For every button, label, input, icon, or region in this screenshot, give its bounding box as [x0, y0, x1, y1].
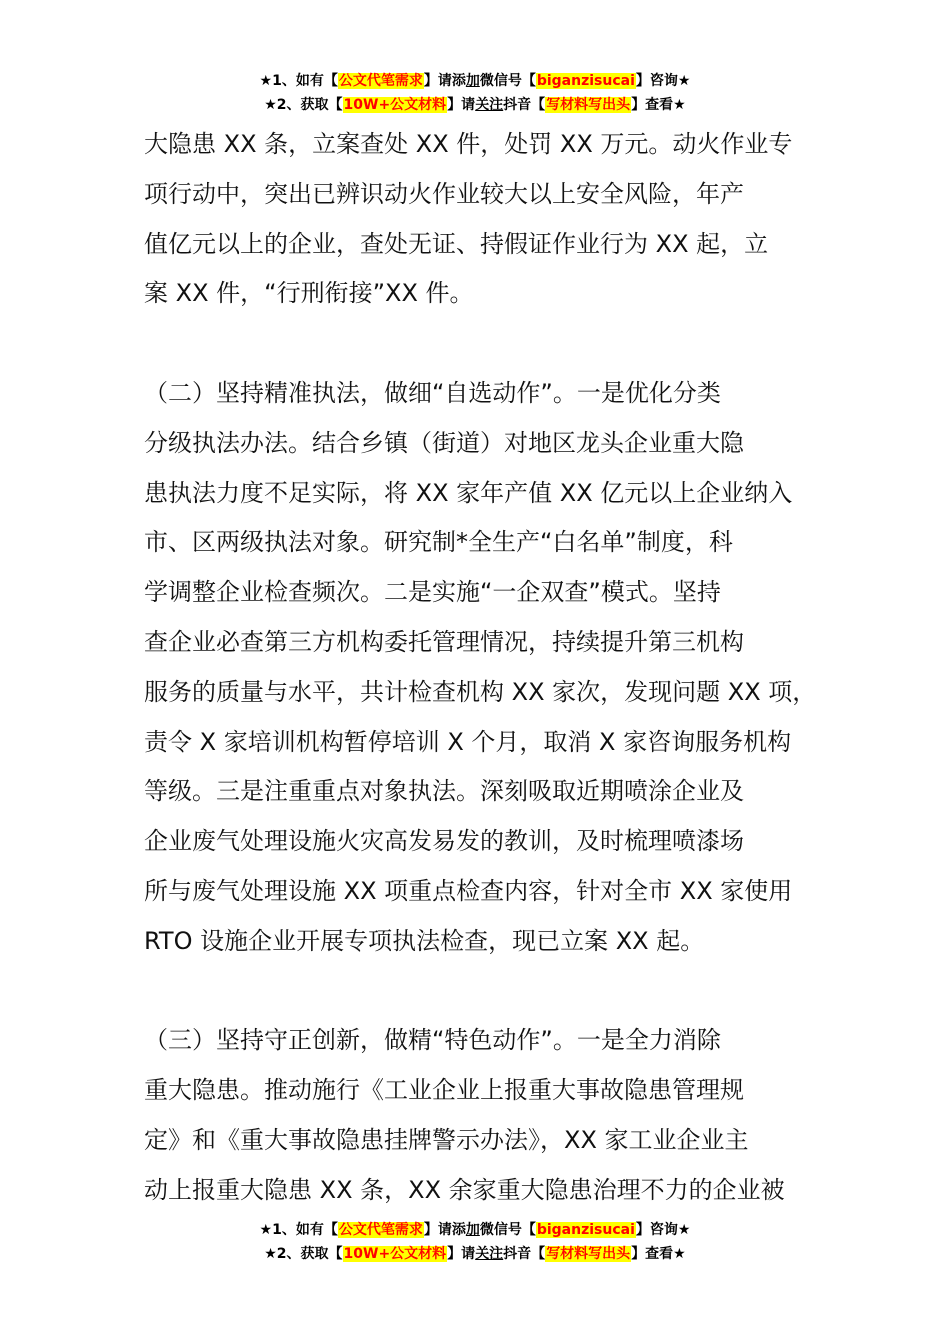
banner-text: ★2、获取【	[264, 1246, 343, 1262]
text-line: 服务的质量与水平，共计检查机构 XX 家次，发现问题 XX 项，	[144, 677, 817, 706]
text-line: 动上报重大隐患 XX 条，XX 余家重大隐患治理不力的企业被	[144, 1175, 785, 1204]
banner-underlined-text: 加	[465, 1222, 480, 1238]
banner-text: ★2、获取【	[264, 97, 343, 113]
section-heading-line: （二）坚持精准执法，做细“自选动作”。一是优化分类	[144, 378, 721, 407]
banner-underlined-text: 关注	[475, 1246, 504, 1262]
text-line: 案 XX 件，“行刑衔接”XX 件。	[144, 279, 474, 308]
paragraph-spacer	[144, 967, 834, 1017]
banner-text: 】请	[447, 97, 476, 113]
highlight-materials: 10W+公文材料	[343, 97, 447, 113]
banner-text: 抖音【	[503, 97, 546, 113]
banner-text: 】查看★	[631, 97, 686, 113]
text-line: 患执法力度不足实际，将 XX 家年产值 XX 亿元以上企业纳入	[144, 478, 793, 507]
text-line: 分级执法办法。结合乡镇（街道）对地区龙头企业重大隐	[144, 428, 744, 457]
text-line: 所与废气处理设施 XX 项重点检查内容，针对全市 XX 家使用	[144, 876, 793, 905]
banner-line-1	[0, 69, 950, 93]
banner-text: ★1、如有【	[259, 1222, 338, 1238]
banner-text: 微信号【	[479, 73, 536, 89]
banner-text: ★1、如有【	[259, 73, 338, 89]
paragraph-1	[144, 120, 834, 319]
banner-line-1	[0, 1218, 950, 1242]
highlight-materials: 10W+公文材料	[343, 1246, 447, 1262]
banner-underlined-text: 加	[465, 73, 480, 89]
paragraph-3	[144, 1016, 834, 1215]
text-line: 等级。三是注重重点对象执法。深刻吸取近期喷涂企业及	[144, 777, 744, 806]
header-banner	[0, 69, 950, 117]
banner-text: 微信号【	[479, 1222, 536, 1238]
banner-text: 】咨询★	[635, 1222, 691, 1238]
banner-text: 】咨询★	[635, 73, 691, 89]
text-line: 值亿元以上的企业，查处无证、持假证作业行为 XX 起，立	[144, 229, 769, 258]
highlight-wechat-id: biganzisucai	[536, 1222, 635, 1238]
highlight-wechat-id: biganzisucai	[536, 73, 635, 89]
text-line: 学调整企业检查频次。二是实施“一企双查”模式。坚持	[144, 578, 721, 607]
text-line: 项行动中，突出已辨识动火作业较大以上安全风险，年产	[144, 179, 744, 208]
highlight-ghostwriting: 公文代笔需求	[338, 1222, 423, 1238]
document-body	[144, 120, 834, 1216]
banner-text: 】查看★	[631, 1246, 686, 1262]
text-line: 企业废气处理设施火灾高发易发的教训，及时梳理喷漆场	[144, 827, 744, 856]
section-heading-line: （三）坚持守正创新，做精“特色动作”。一是全力消除	[144, 1026, 721, 1055]
banner-underlined-text: 关注	[475, 97, 504, 113]
banner-text: 】请添	[423, 1222, 466, 1238]
highlight-ghostwriting: 公文代笔需求	[338, 73, 423, 89]
text-line: 大隐患 XX 条，立案查处 XX 件，处罚 XX 万元。动火作业专	[144, 130, 793, 158]
highlight-douyin-account: 写材料写出头	[546, 97, 631, 113]
text-line: 市、区两级执法对象。研究制*全生产“白名单”制度，科	[144, 528, 733, 557]
text-line: 重大隐患。推动施行《工业企业上报重大事故隐患管理规	[144, 1076, 744, 1105]
text-line: 责令 X 家培训机构暂停培训 X 个月，取消 X 家咨询服务机构	[144, 727, 792, 756]
footer-banner	[0, 1218, 950, 1266]
text-line: 查企业必查第三方机构委托管理情况，持续提升第三机构	[144, 627, 744, 656]
highlight-douyin-account: 写材料写出头	[546, 1246, 631, 1262]
banner-line-2	[0, 93, 950, 117]
text-line: RTO 设施企业开展专项执法检查，现已立案 XX 起。	[144, 926, 705, 955]
paragraph-spacer	[144, 319, 834, 369]
paragraph-2	[144, 369, 834, 967]
banner-text: 】请添	[423, 73, 466, 89]
banner-text: 】请	[447, 1246, 476, 1262]
text-line: 定》和《重大事故隐患挂牌警示办法》，XX 家工业企业主	[144, 1125, 749, 1154]
banner-text: 抖音【	[503, 1246, 546, 1262]
banner-line-2	[0, 1242, 950, 1266]
